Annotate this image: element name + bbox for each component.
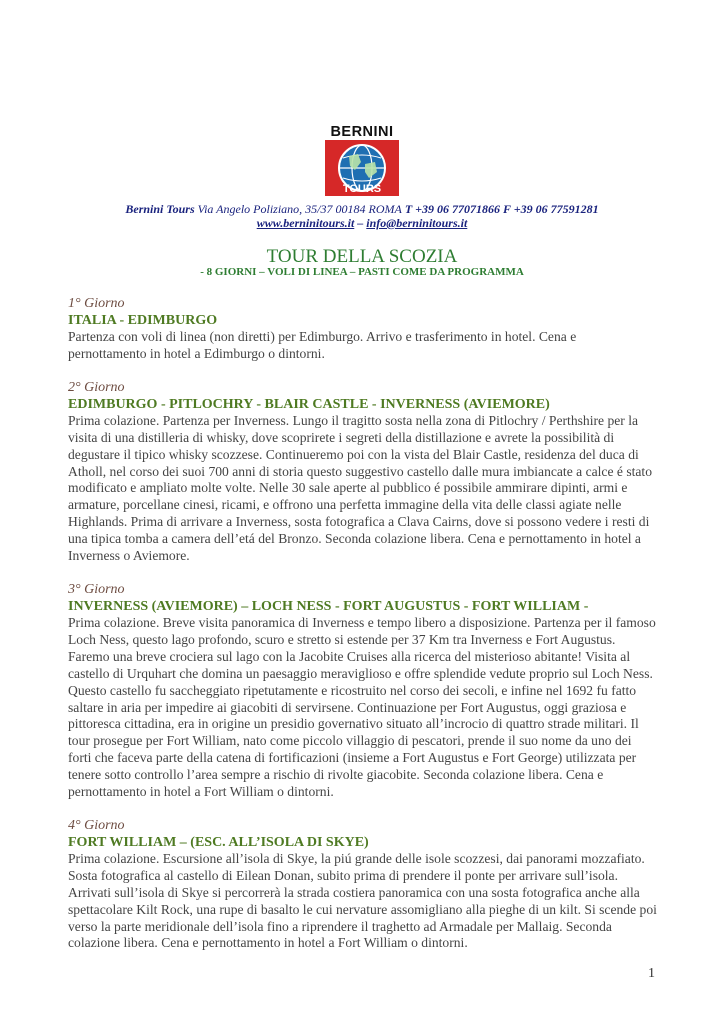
tour-title: TOUR DELLA SCOZIA: [266, 246, 458, 267]
email-link[interactable]: info@berninitours.it: [366, 216, 468, 230]
day-description: Prima colazione. Breve visita panoramica di Inverness e tempo libero a disposizione. Partenza per il famoso Loch Ness, questo lago profondo, scuro e stretto si estende per 37 Km tra Inverness e Fort Augustus. Faremo una breve crociera sul lago con la Jacobite Cruises alla ricerca del misterioso abitante! Visita al castello di Urquhart che domina un paesaggio meraviglioso e offre splendide vedute proprio sul Loch Ness. Questo castello fu saccheggiato ripetutamente e ricostruito nel corso dei secoli, e infine nel 1692 fu fatto saltare in aria per impedire ai giacobiti di servirsene. Continuazione per Fort Augustus, oggi graziosa e pittoresca cittadina, era in origine un presidio governativo situato all’incrocio di quattro strade militari. Il tour prosegue per Fort William, nato come piccolo villaggio di pescatori, prende il suo nome da uno dei forti che faceva parte della catena di fortificazioni (insieme a Fort Augustus e Fort George) utilizzata per tenere sotto controllo l’area sempre a rischio di rivolte giacobite. Seconda colazione libera. Cena e pernottamento in hotel a Fort William o dintorni.: [68, 614, 656, 800]
day-1: [68, 295, 658, 363]
day-description: Partenza con voli di linea (non diretti) per Edimburgo. Arrivo e trasferimento in hotel. Cena e pernottamento in hotel a Edimburgo o dintorni.: [68, 329, 577, 361]
day-number: 1° Giorno: [68, 296, 125, 311]
day-number: 2° Giorno: [68, 379, 125, 395]
company-phone: T +39 06 77071866: [404, 202, 501, 216]
itinerary: [68, 295, 658, 968]
day-2: [68, 379, 658, 565]
day-title: ITALIA - EDIMBURGO: [68, 313, 218, 328]
company-name: Bernini Tours: [125, 202, 195, 216]
day-3: [68, 581, 658, 801]
day-title: EDIMBURGO - PITLOCHRY - BLAIR CASTLE - INVERNESS (AVIEMORE): [68, 396, 550, 412]
page-number: 1: [648, 966, 655, 981]
company-fax: F +39 06 77591281: [503, 202, 599, 216]
contact-separator: –: [357, 216, 364, 230]
day-description: Prima colazione. Escursione all’isola di Skye, la piú grande delle isole scozzesi, dai panorami mozzafiato. Sosta fotografica al castello di Eilean Donan, subito prima di prendere il ponte per arrivare sull’isola. Arrivati sull’isola di Skye si percorrerà la strada costiera panoramica con una sosta fotografica anche alla spettacolare Kilt Rock, una rupe di basalto le cui nervature assomigliano alla pieghe di un kilt. Si scende poi verso la parte meridionale dell’isola fino a riprendere il traghetto ad Armadale per Mallaig. Seconda colazione libera. Cena e pernottamento in hotel a Fort William o dintorni.: [68, 850, 657, 951]
bernini-tours-logo: [325, 124, 399, 196]
day-4: [68, 817, 658, 952]
day-number: 4° Giorno: [68, 817, 125, 833]
day-description: Prima colazione. Partenza per Inverness. Lungo il tragitto sosta nella zona di Pitlochry / Perthshire per la visita di una distilleria di whisky, dove scoprirete i segreti della distillazione e avrete la possibilità di degustare il tipico whisky scozzese. Continueremo poi con la vista del Blair Castle, residenza del duca di Atholl, nel corso dei suoi 700 anni di storia questo suggestivo castello dalle mura imbiancate a calce é stato modificato e ampliato molte volte. Nelle 30 sale aperte al pubblico é possibile ammirare dipinti, armi e armature, porcellane cinesi, ricami, e offrono una perfetta immagine della vita delle classi agiate nelle Highlands. Prima di arrivare a Inverness, sosta fotografica a Clava Cairns, dove si possono vedere i resti di una tipica tomba a camera dell’etá del Bronzo. Seconda colazione libera. Cena e pernottamento in hotel a Inverness o Aviemore.: [68, 412, 652, 564]
globe-icon: [325, 140, 399, 196]
day-title: INVERNESS (AVIEMORE) – LOCH NESS - FORT AUGUSTUS - FORT WILLIAM -: [68, 598, 589, 614]
tour-subtitle: - 8 GIORNI – VOLI DI LINEA – PASTI COME DA PROGRAMMA: [200, 266, 524, 278]
logo-tours-text: TOURS: [342, 183, 382, 195]
company-address: Via Angelo Poliziano, 35/37 00184 ROMA: [197, 202, 402, 216]
website-link[interactable]: www.berninitours.it: [256, 216, 355, 230]
day-title: FORT WILLIAM – (ESC. ALL’ISOLA DI SKYE): [68, 834, 369, 850]
logo-brand-text: BERNINI: [330, 124, 394, 140]
day-number: 3° Giorno: [68, 581, 125, 597]
contact-line: [0, 202, 724, 217]
web-contact-line: [0, 216, 724, 231]
